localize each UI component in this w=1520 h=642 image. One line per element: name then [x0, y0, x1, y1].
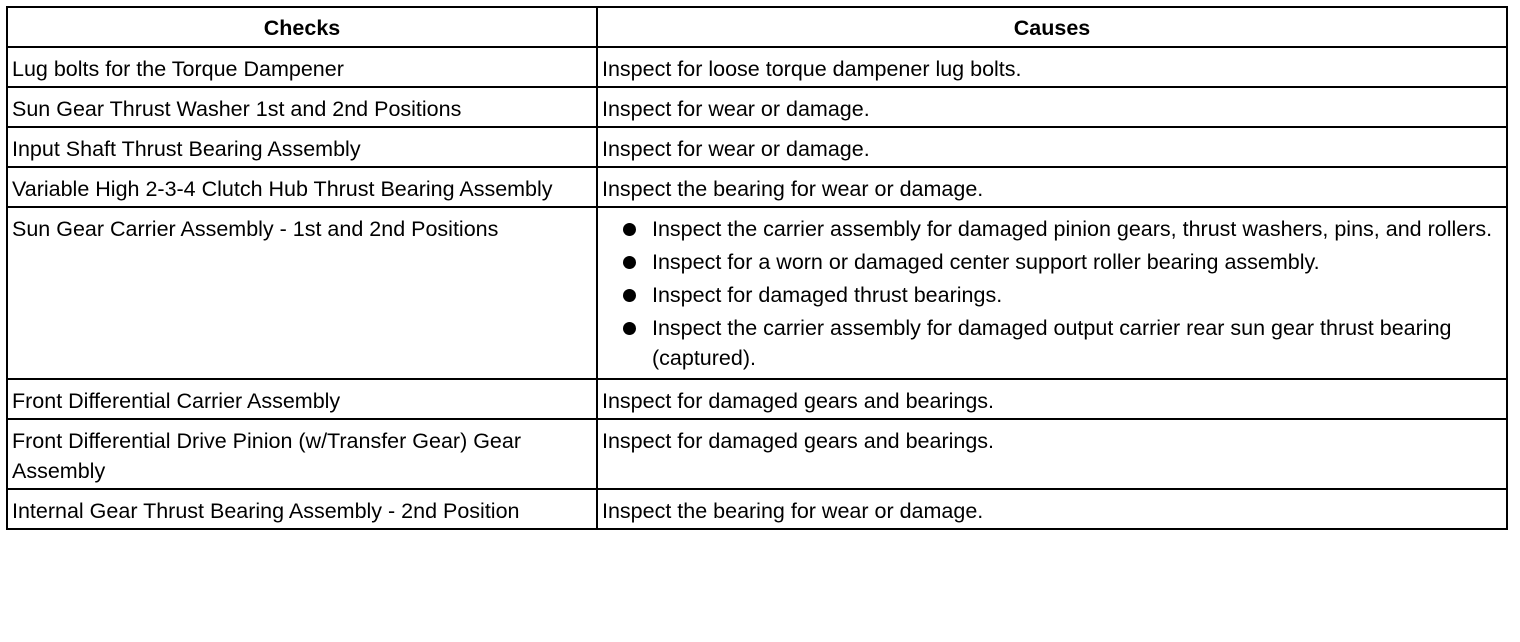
check-cell: Front Differential Drive Pinion (w/Transfer Gear) Gear Assembly — [7, 419, 597, 489]
check-cell: Input Shaft Thrust Bearing Assembly — [7, 127, 597, 167]
table-row — [7, 47, 1507, 87]
table-header-row — [7, 7, 1507, 47]
check-cell: Sun Gear Carrier Assembly - 1st and 2nd Positions — [7, 207, 597, 379]
table-row — [7, 127, 1507, 167]
cause-bullet-text: Inspect the carrier assembly for damaged pinion gears, thrust washers, pins, and rollers. — [652, 217, 1493, 241]
checks-causes-table — [6, 6, 1508, 530]
check-cell: Internal Gear Thrust Bearing Assembly - 2nd Position — [7, 489, 597, 529]
cause-bullet-item — [602, 313, 1500, 373]
cause-cell: Inspect for loose torque dampener lug bolts. — [597, 47, 1507, 87]
bullet-dot-icon — [623, 223, 636, 236]
table-row — [7, 207, 1507, 379]
cause-bullet-item — [602, 247, 1500, 277]
table-row — [7, 379, 1507, 419]
table-row — [7, 167, 1507, 207]
table-row — [7, 87, 1507, 127]
cause-cell: Inspect for damaged gears and bearings. — [597, 419, 1507, 489]
cause-bullet-text: Inspect for damaged thrust bearings. — [652, 283, 1003, 307]
table-row — [7, 489, 1507, 529]
cause-cell: Inspect for wear or damage. — [597, 87, 1507, 127]
cause-cell: Inspect the bearing for wear or damage. — [597, 167, 1507, 207]
cause-bullet-text: Inspect for a worn or damaged center support roller bearing assembly. — [652, 250, 1320, 274]
cause-cell: Inspect for wear or damage. — [597, 127, 1507, 167]
check-cell: Sun Gear Thrust Washer 1st and 2nd Positions — [7, 87, 597, 127]
check-cell: Variable High 2-3-4 Clutch Hub Thrust Bearing Assembly — [7, 167, 597, 207]
check-cell: Lug bolts for the Torque Dampener — [7, 47, 597, 87]
checks-causes-table-container — [6, 6, 1506, 530]
cause-cell: Inspect the bearing for wear or damage. — [597, 489, 1507, 529]
bullet-dot-icon — [623, 322, 636, 335]
header-checks: Checks — [7, 7, 597, 47]
cause-bullet-list — [602, 214, 1500, 373]
cause-cell — [597, 207, 1507, 379]
check-cell: Front Differential Carrier Assembly — [7, 379, 597, 419]
bullet-dot-icon — [623, 256, 636, 269]
bullet-dot-icon — [623, 289, 636, 302]
table-row — [7, 419, 1507, 489]
cause-cell: Inspect for damaged gears and bearings. — [597, 379, 1507, 419]
header-causes: Causes — [597, 7, 1507, 47]
cause-bullet-item — [602, 214, 1500, 244]
cause-bullet-item — [602, 280, 1500, 310]
cause-bullet-text: Inspect the carrier assembly for damaged output carrier rear sun gear thrust bearing (captured). — [652, 316, 1452, 370]
